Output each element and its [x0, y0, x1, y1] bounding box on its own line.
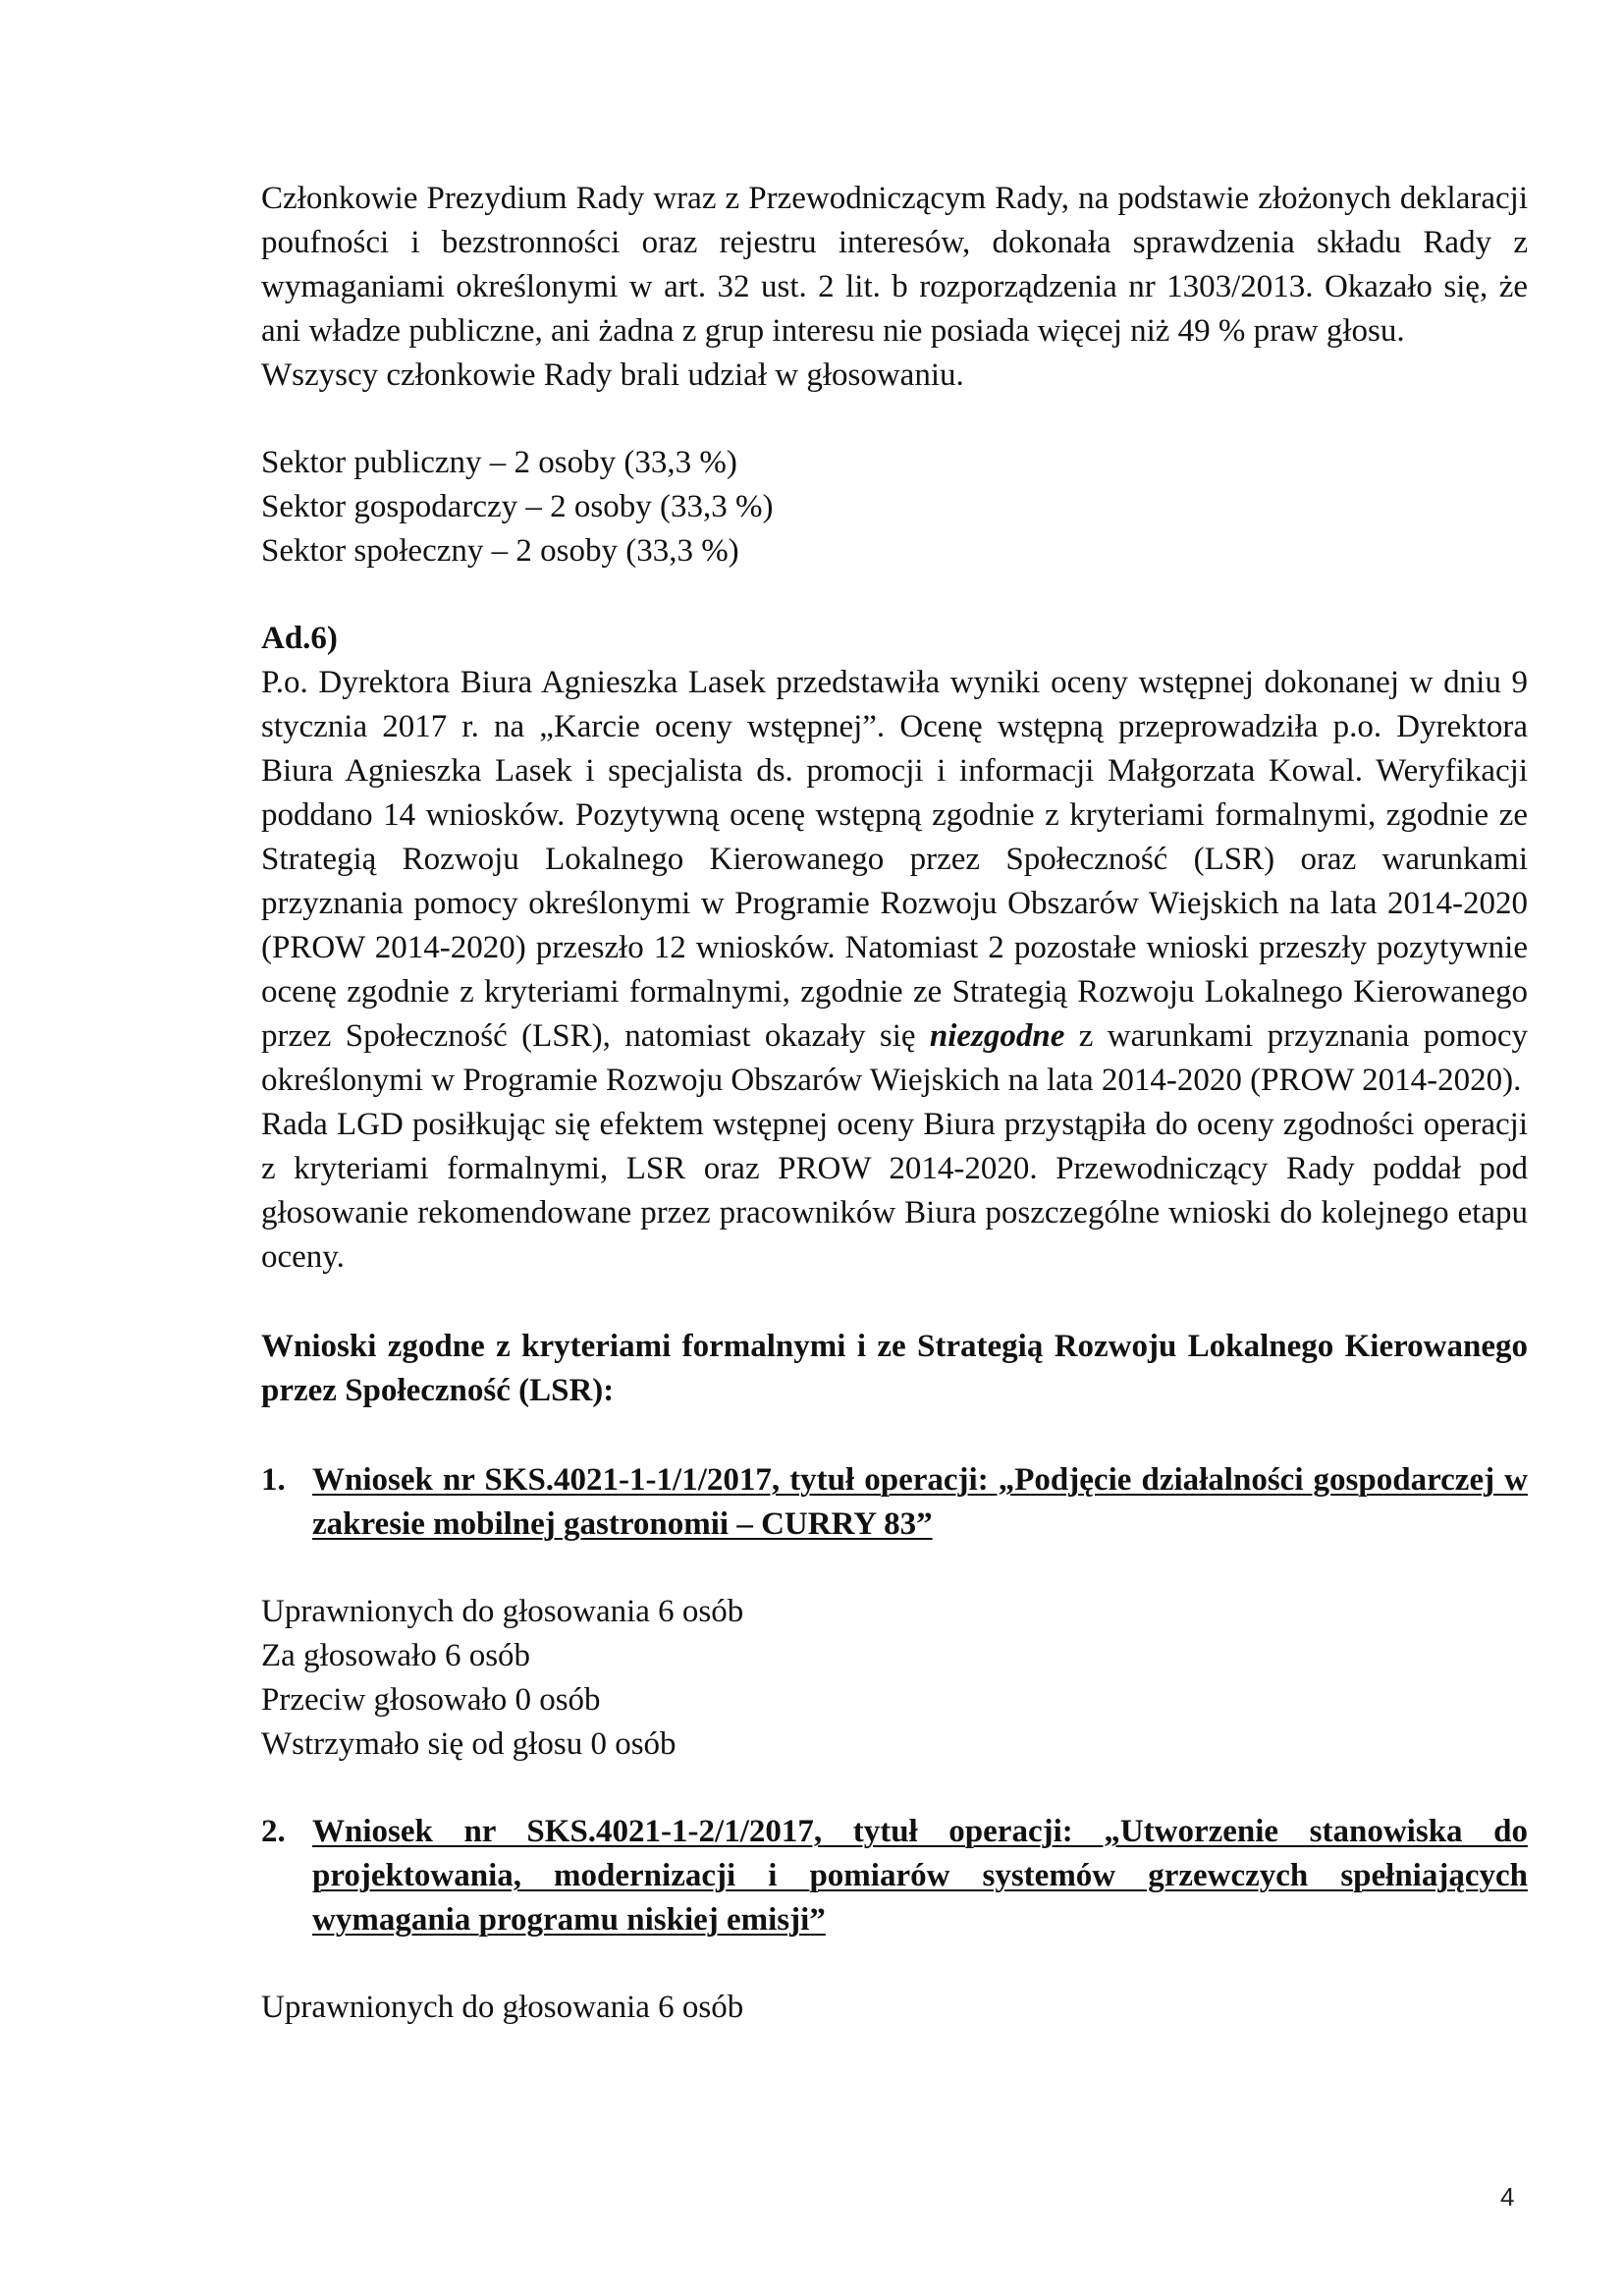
vote-eligible: Uprawnionych do głosowania 6 osób — [261, 1594, 744, 1629]
sector-economic: Sektor gospodarczy – 2 osoby (33,3 %) — [261, 489, 774, 524]
section-6-text-part2: z warunkami przyznania pomocy określonymi w Programie Rozwoju Obszarów Wiejskich na lata 2014-2020 (PROW 2014-2020). — [261, 1018, 1528, 1098]
compliant-applications-heading: Wnioski zgodne z kryteriami formalnymi i ze Strategią Rozwoju Lokalnego Kierowanego przez Społeczność (LSR): — [261, 1329, 1528, 1408]
application-1-title: Wniosek nr SKS.4021-1-1/1/2017, tytuł operacji: „Podjęcie działalności gospodarczej w zakresie mobilnej gastronomii – CURRY 83” — [312, 1462, 1528, 1542]
application-2-number: 2. — [261, 1814, 286, 1849]
application-2-votes — [261, 1986, 1528, 2030]
application-1-title-block — [261, 1458, 1528, 1547]
sector-public: Sektor publiczny – 2 osoby (33,3 %) — [261, 445, 737, 480]
vote-abstained: Wstrzymało się od głosu 0 osób — [261, 1726, 677, 1762]
section-6-paragraph — [261, 661, 1528, 1103]
application-2-title-block — [261, 1810, 1528, 1942]
all-voted-statement: Wszyscy członkowie Rady brali udział w głosowaniu. — [261, 357, 964, 393]
application-2-title: Wniosek nr SKS.4021-1-2/1/2017, tytuł operacji: „Utworzenie stanowiska do projektowania, modernizacji i pomiarów systemów grzewczych spełniających wymagania programu niskiej emisji” — [312, 1814, 1528, 1938]
sector-social: Sektor społeczny – 2 osoby (33,3 %) — [261, 533, 739, 569]
section-6-text-part1: P.o. Dyrektora Biura Agnieszka Lasek przedstawiła wyniki oceny wstępnej dokonanej w dniu 9 stycznia 2017 r. na „Karcie oceny wstępnej”. Ocenę wstępną przeprowadziła p.o. Dyrektora Biura Agnieszka Lasek i specjalista ds. promocji i informacji Małgorzata Kowal. Weryfikacji poddano 14 wniosków. Pozytywną ocenę wstępną zgodnie z kryteriami formalnymi, zgodnie ze Strategią Rozwoju Lokalnego Kierowanego przez Społeczność (LSR) oraz warunkami przyznania pomocy określonymi w Programie Rozwoju Obszarów Wiejskich na lata 2014-2020 (PROW 2014-2020) przeszło 12 wniosków. Natomiast 2 pozostałe wnioski przeszły pozytywnie ocenę zgodnie z kryteriami formalnymi, zgodnie ze Strategią Rozwoju Lokalnego Kierowanego przez Społeczność (LSR), natomiast okazały się — [261, 665, 1528, 1054]
vote-eligible: Uprawnionych do głosowania 6 osób — [261, 1990, 744, 2025]
vote-for: Za głosowało 6 osób — [261, 1638, 531, 1673]
intro-paragraph: Członkowie Prezydium Rady wraz z Przewodniczącym Rady, na podstawie złożonych deklaracji poufności i bezstronności oraz rejestru interesów, dokonała sprawdzenia składu Rady z wymaganiami określonymi w art. 32 ust. 2 lit. b rozporządzenia nr 1303/2013. Okazało się, że ani władze publiczne, ani żadna z grup interesu nie posiada więcej niż 49 % praw głosu. — [261, 181, 1528, 349]
page-content — [261, 177, 1528, 2030]
noncompliant-emphasis: niezgodne — [929, 1018, 1065, 1054]
page-number: 4 — [1500, 2182, 1515, 2212]
sector-list — [261, 441, 1528, 574]
vote-against: Przeciw głosowało 0 osób — [261, 1682, 601, 1718]
application-1-number: 1. — [261, 1462, 286, 1498]
section-6-paragraph-2: Rada LGD posiłkując się efektem wstępnej oceny Biura przystąpiła do oceny zgodności operacji z kryteriami formalnymi, LSR oraz PROW 2014-2020. Przewodniczący Rady poddał pod głosowanie rekomendowane przez pracowników Biura poszczególne wnioski do kolejnego etapu oceny. — [261, 1107, 1528, 1275]
section-6-heading: Ad.6) — [261, 621, 338, 656]
application-1-votes — [261, 1590, 1528, 1767]
